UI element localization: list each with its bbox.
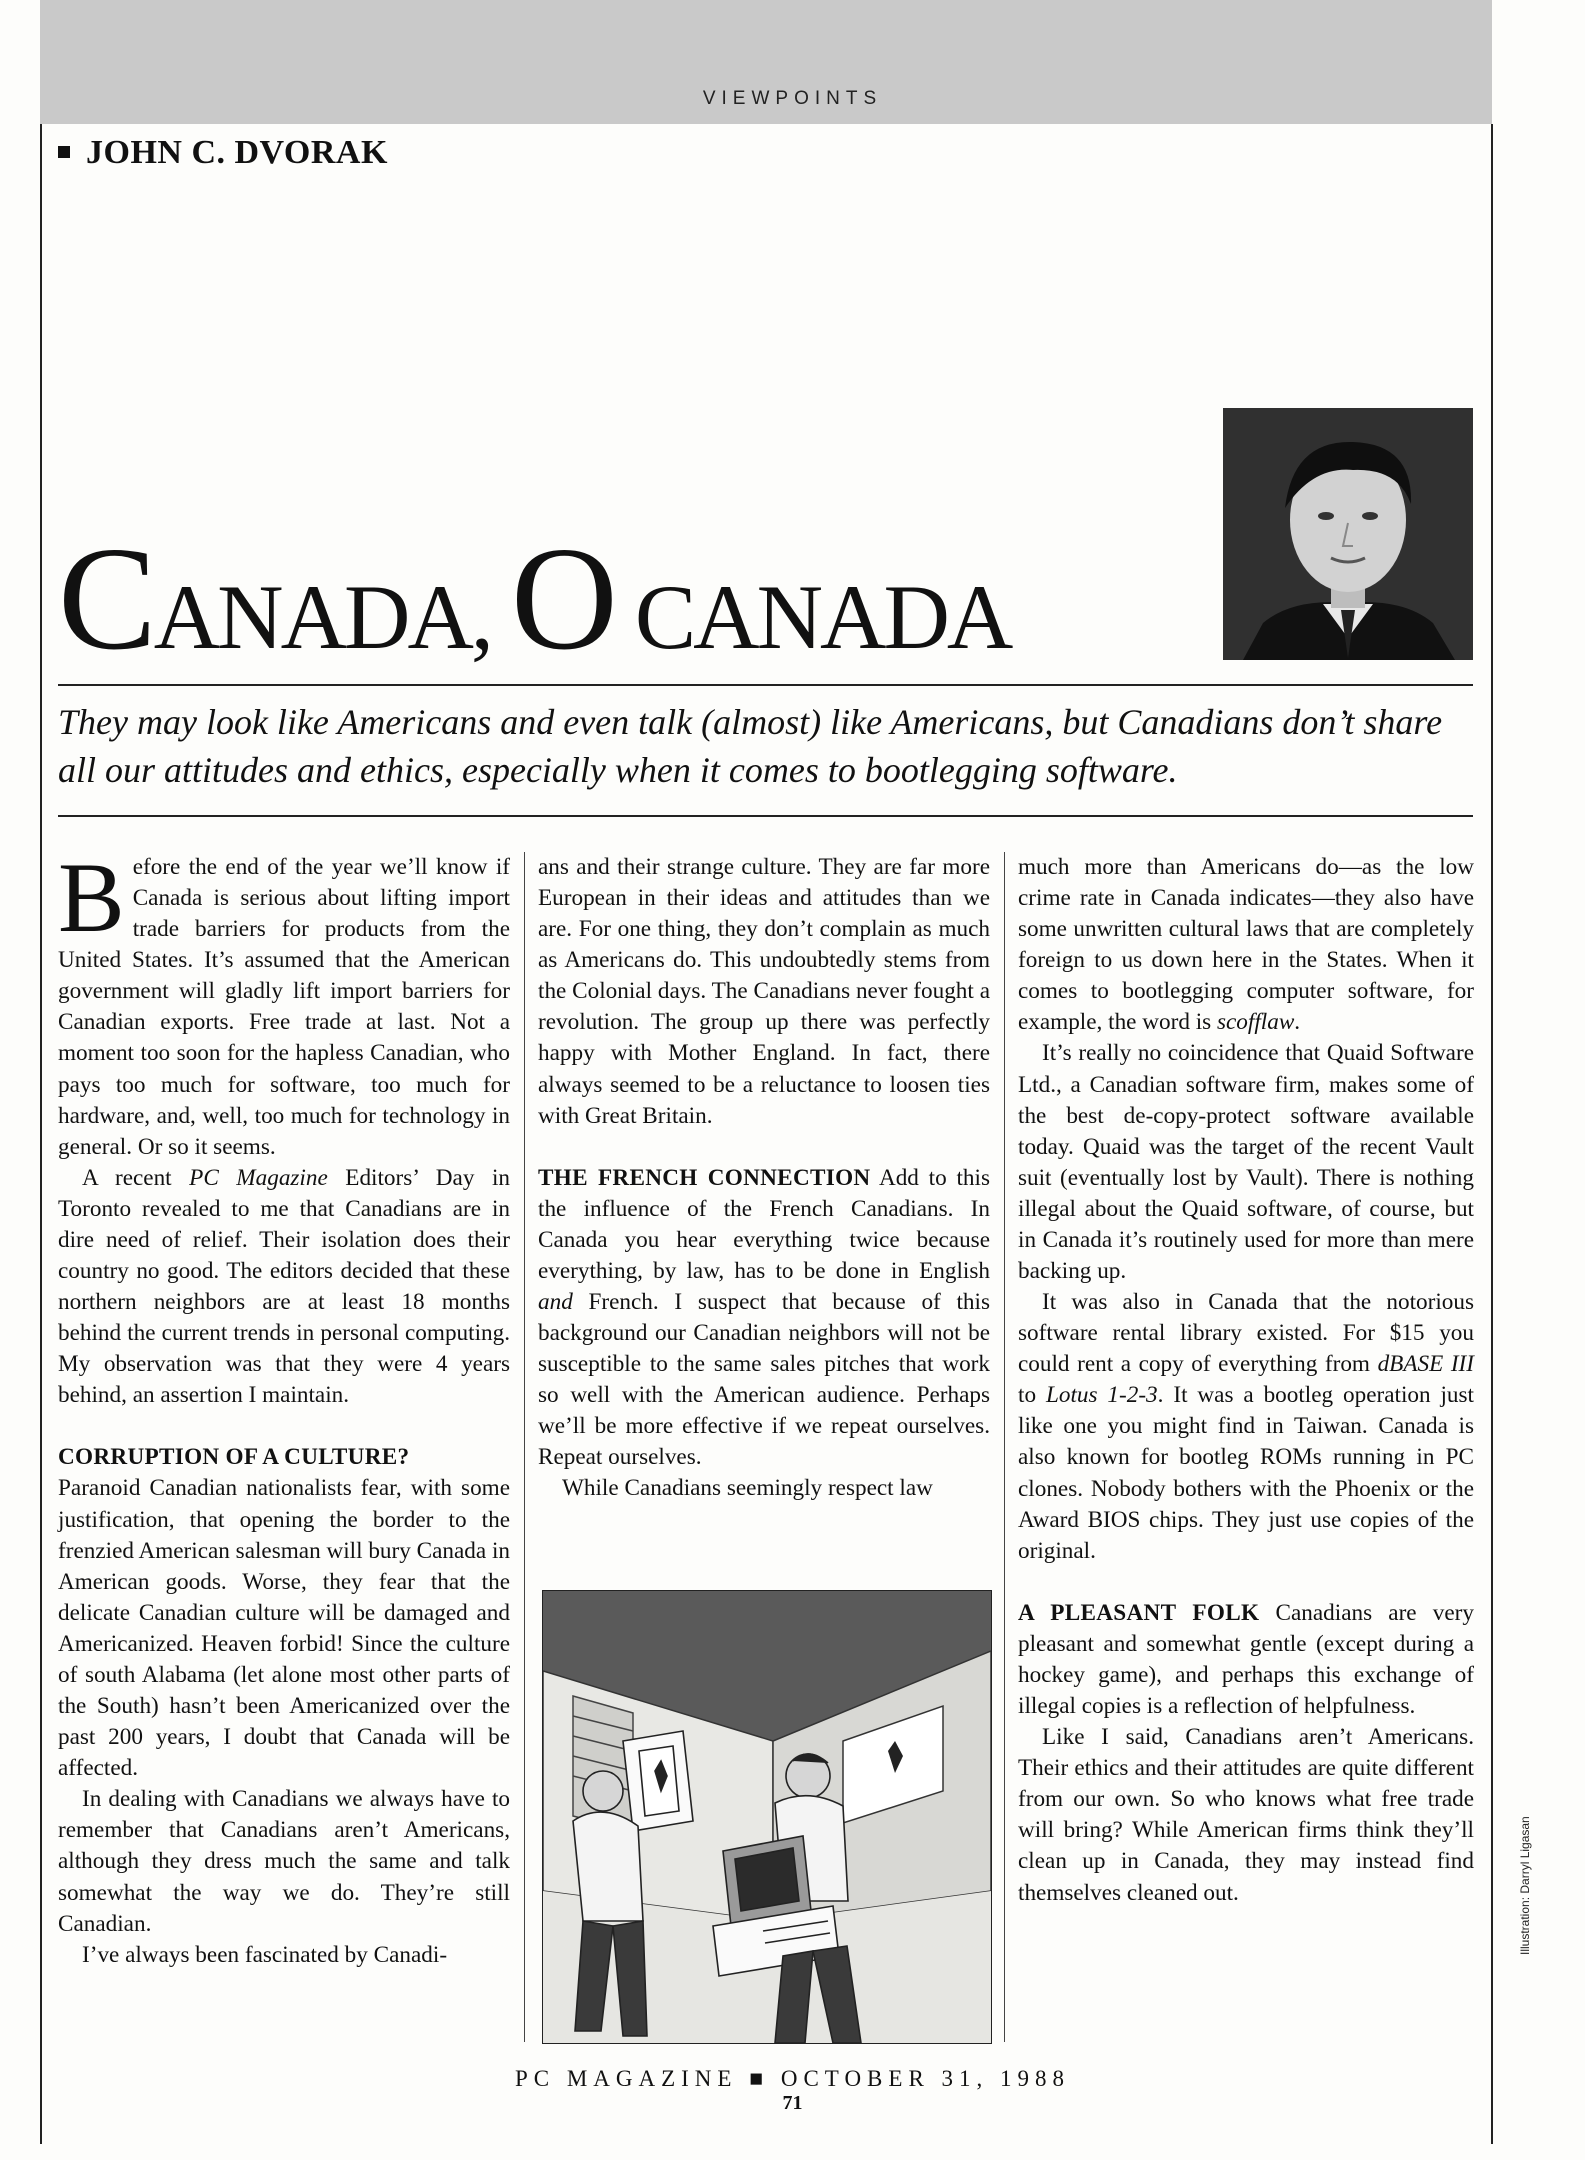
paragraph: While Canadians seemingly respect law	[562, 1475, 933, 1502]
paragraph: THE FRENCH CONNECTION Add to this the influence of the French Canadians. In Canada you hear everything twice because everything, by law, has to be done in English and French. I suspect that because of this background our Canadian neighbors will not be susceptible to the same sales pitches that work so well with the American audience. Perhaps we’ll be more effective if we repeat ourselves. Repeat ourselves.	[538, 1164, 990, 1471]
column-divider	[1004, 852, 1005, 2042]
deck-rule	[58, 815, 1473, 817]
article-illustration	[542, 1590, 992, 2044]
article-deck: They may look like Americans and even talk (almost) like Americans, but Canadians don’t share all our attitudes and ethics, especially when it comes to bootlegging software.	[58, 702, 1443, 791]
paragraph: Before the end of the year we’ll know if Canada is serious about lifting import trade barriers for products from the United States. It’s assumed that the American government will gladly lift import barriers for Canadian exports. Free trade at last. Not a moment too soon for the hapless Canadian, who pays too much for software, too much for hardware, and, well, too much for technology in general. Or so it seems.	[58, 842, 510, 1160]
paragraph: It’s really no coincidence that Quaid Software Ltd., a Canadian software firm, makes some of the best de-copy-protect software available today. Quaid was the target of the recent Vault suit (eventually lost by Vault). There is nothing illegal about the Quaid software, of course, but in Canada it’s routinely used for more than mere backing up.	[1018, 1040, 1474, 1285]
column-divider	[524, 852, 525, 2042]
paragraph: It was also in Canada that the notorious software rental library existed. For $15 you could rent a copy of everything from dBASE III to Lotus 1-2-3. It was a bootleg operation just like one you might find in Taiwan. Canada is also known for bootleg ROMs running in PC clones. Nobody bothers with the Phoenix or the Award BIOS chips. They just use copies of the original.	[1018, 1289, 1474, 1564]
frame-left-rule	[40, 124, 42, 2144]
paragraph: In dealing with Canadians we always have to remember that Canadians aren’t Americans, although they dress much the same and talk somewhat the way we do. They’re still Canadian.	[58, 1786, 510, 1937]
paragraph: A PLEASANT FOLK Canadians are very pleasant and somewhat gentle (except during a hockey game), and perhaps this exchange of illegal copies is a reflection of helpfulness.	[1018, 1599, 1474, 1720]
subhead: CORRUPTION OF A CULTURE?	[58, 1444, 410, 1471]
paragraph: A recent PC Magazine Editors’ Day in Toronto revealed to me that Canadians are in dire need of relief. Their isolation does their country no good. The editors decided that these northern neighbors are at least 18 months behind the current trends in personal computing. My observation was that they were 4 years behind, an assertion I maintain.	[58, 1164, 510, 1409]
illustration-credit: Illustration: Darryl Ligasan	[1518, 1816, 1532, 1955]
portrait-photo	[1223, 408, 1473, 660]
paragraph: ans and their strange culture. They are far more European in their ideas and attitudes than we are. For one thing, they don’t complain as much as Americans do. This undoubtedly stems from the Colonial days. The Canadians never fought a revolution. The group up there was perfectly happy with Mother England. In fact, there always seemed to be a reluctance to loosen ties with Great Britain.	[538, 854, 990, 1129]
page-number: 71	[782, 2092, 803, 2114]
column-1	[58, 842, 510, 1971]
author-name: JOHN C. DVORAK	[86, 134, 388, 171]
page-footer: PC MAGAZINE ■ OCTOBER 31, 1988	[514, 2066, 1071, 2091]
article-title: CANADA, O CANADA	[58, 517, 1011, 681]
drop-cap: B	[58, 842, 125, 953]
subhead: A PLEASANT FOLK	[1018, 1599, 1260, 1626]
paragraph: I’ve always been fascinated by Canadi-	[82, 1941, 448, 1968]
paragraph: much more than Americans do—as the low crime rate in Canada indicates—they also have some unwritten cultural laws that are completely foreign to us down here in the States. When it comes to bootlegging computer software, for example, the word is scofflaw.	[1018, 854, 1474, 1036]
title-rule	[58, 684, 1473, 686]
column-3	[1018, 852, 1474, 1909]
paragraph: Like I said, Canadians aren’t Americans. Their ethics and their attitudes are quite different from our own. So who knows what free trade will bring? While American firms think they’ll clean up in Canada, they may instead find themselves cleaned out.	[1018, 1724, 1474, 1906]
section-label: VIEWPOINTS	[702, 88, 883, 109]
frame-right-rule	[1491, 124, 1493, 2144]
bullet-icon	[58, 146, 70, 158]
author-byline	[58, 134, 388, 172]
author-portrait	[1223, 408, 1473, 660]
paragraph: Paranoid Canadian nationalists fear, with some justification, that opening the border to the frenzied American salesman will bury Canada in American goods. Worse, they fear that the delicate Canadian culture will be damaged and Americanized. Heaven forbid! Since the culture of south Alabama (let alone most other parts of the South) hasn’t been Americanized over the past 200 years, I doubt that Canada will be affected.	[58, 1475, 510, 1782]
subhead: THE FRENCH CONNECTION	[538, 1164, 871, 1191]
illustration-drawing	[543, 1591, 991, 2043]
column-2	[538, 852, 990, 1505]
